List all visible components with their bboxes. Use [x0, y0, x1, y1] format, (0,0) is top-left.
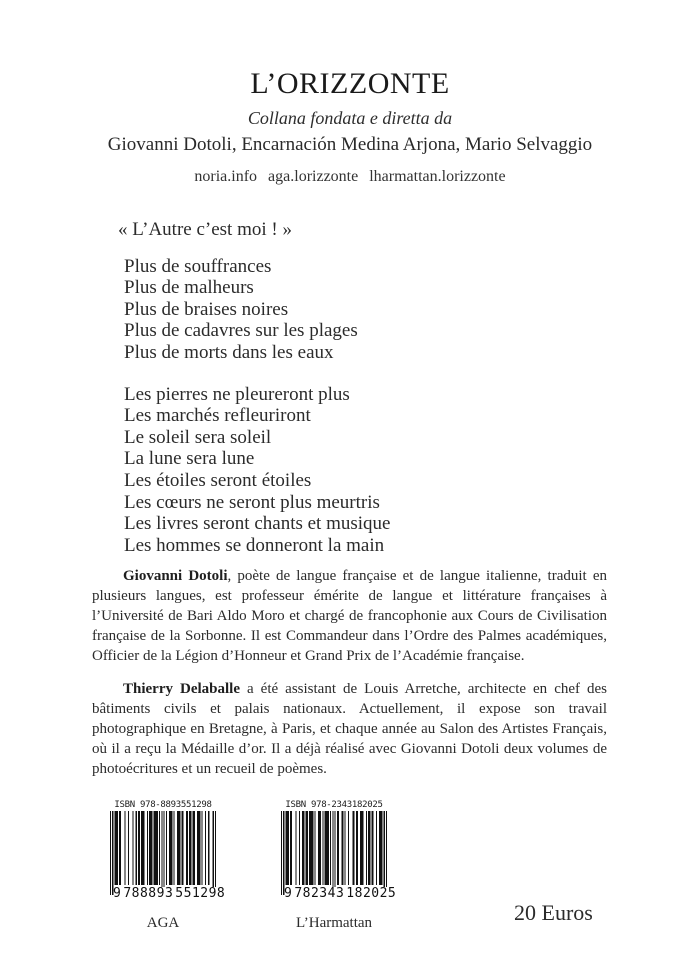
barcode-digits	[283, 887, 397, 901]
bio-text: , poète de langue française et de langue italienne, traduit en plusieurs langues, est professeur émérite de langue et littérature françaises à l’Université de Bari Aldo Moro et chargé de francophonie aux Cours de Civilisation française de la Sorbonne. Il est Commandeur dans l’Ordre des Palmes académiques, Officier de la Légion d’Honneur et Grand Prix de l’Académie française.	[92, 568, 607, 664]
website-text: noria.info	[194, 168, 258, 185]
poem-epigraph: « L’Autre c’est moi ! »	[118, 219, 292, 240]
series-directors: Giovanni Dotoli, Encarnación Medina Arjona, Mario Selvaggio	[107, 134, 593, 155]
publisher-name-aga: AGA	[146, 915, 180, 931]
barcode-inner	[110, 799, 226, 901]
poem-line: Les cœurs ne seront plus meurtris	[124, 491, 380, 513]
bio-text: a été assistant de Louis Arretche, architecte en chef des bâtiments civils et palais nationaux. Actuellement, il expose son travail photographique en Bretagne, à Paris, et chaque année au Salon des Artistes Français, où il a reçu la Médaille d’or. Il a déjà réalisé avec Giovanni Dotoli deux volumes de photoécritures et un recueil de poèmes.	[92, 681, 608, 777]
poem-line: Les hommes se donneront la main	[124, 534, 385, 556]
poem-line: La lune sera lune	[124, 448, 255, 470]
series-subtitle: Collana fondata e diretta da	[247, 108, 453, 128]
author-bios	[92, 566, 607, 779]
isbn-label: ISBN 978-8893551298	[114, 800, 212, 810]
ean-group-2: 182025	[346, 886, 397, 901]
bio-author-name: Giovanni Dotoli	[123, 568, 228, 584]
barcode-inner	[281, 799, 397, 901]
poem-stanza-2	[124, 384, 390, 557]
poem-line: Le soleil sera soleil	[124, 426, 272, 448]
poem-line: Plus de braises noires	[124, 298, 289, 320]
bio-thierry-delaballe	[92, 679, 607, 779]
website-text: lharmattan.lorizzonte	[369, 168, 506, 185]
series-title: L’ORIZZONTE	[250, 67, 450, 100]
poem-stanza-1	[124, 256, 390, 364]
website-text: aga.lorizzonte	[268, 168, 359, 185]
poem-line: Les marchés refleuriront	[124, 405, 311, 427]
bio-author-name: Thierry Delaballe	[123, 681, 240, 697]
poem-line: Les livres seront chants et musique	[124, 513, 391, 535]
cover-header	[0, 66, 700, 188]
poem-line: Plus de morts dans les eaux	[124, 341, 334, 363]
websites-line	[0, 166, 700, 188]
poem-block	[118, 219, 390, 556]
bio-giovanni-dotoli	[92, 566, 607, 666]
ean-group-1: 782343	[294, 886, 345, 901]
publisher-name-harmattan: L’Harmattan	[295, 915, 373, 931]
poem-line: Plus de cadavres sur les plages	[124, 320, 358, 342]
barcode-harmattan	[271, 799, 397, 932]
ean-group-2: 551298	[175, 886, 226, 901]
ean-lead-digit: 9	[284, 886, 293, 901]
ean-lead-digit: 9	[113, 886, 122, 901]
barcode-digits	[112, 887, 226, 901]
poem-line: Plus de souffrances	[124, 255, 272, 277]
price-label: 20 Euros	[514, 900, 593, 925]
poem-line: Plus de malheurs	[124, 277, 254, 299]
poem-line: Les étoiles seront étoiles	[124, 469, 312, 491]
ean-group-1: 788893	[123, 886, 174, 901]
isbn-label: ISBN 978-2343182025	[285, 800, 383, 810]
barcode-aga	[100, 799, 226, 932]
poem-line: Les pierres ne pleureront plus	[124, 383, 350, 405]
